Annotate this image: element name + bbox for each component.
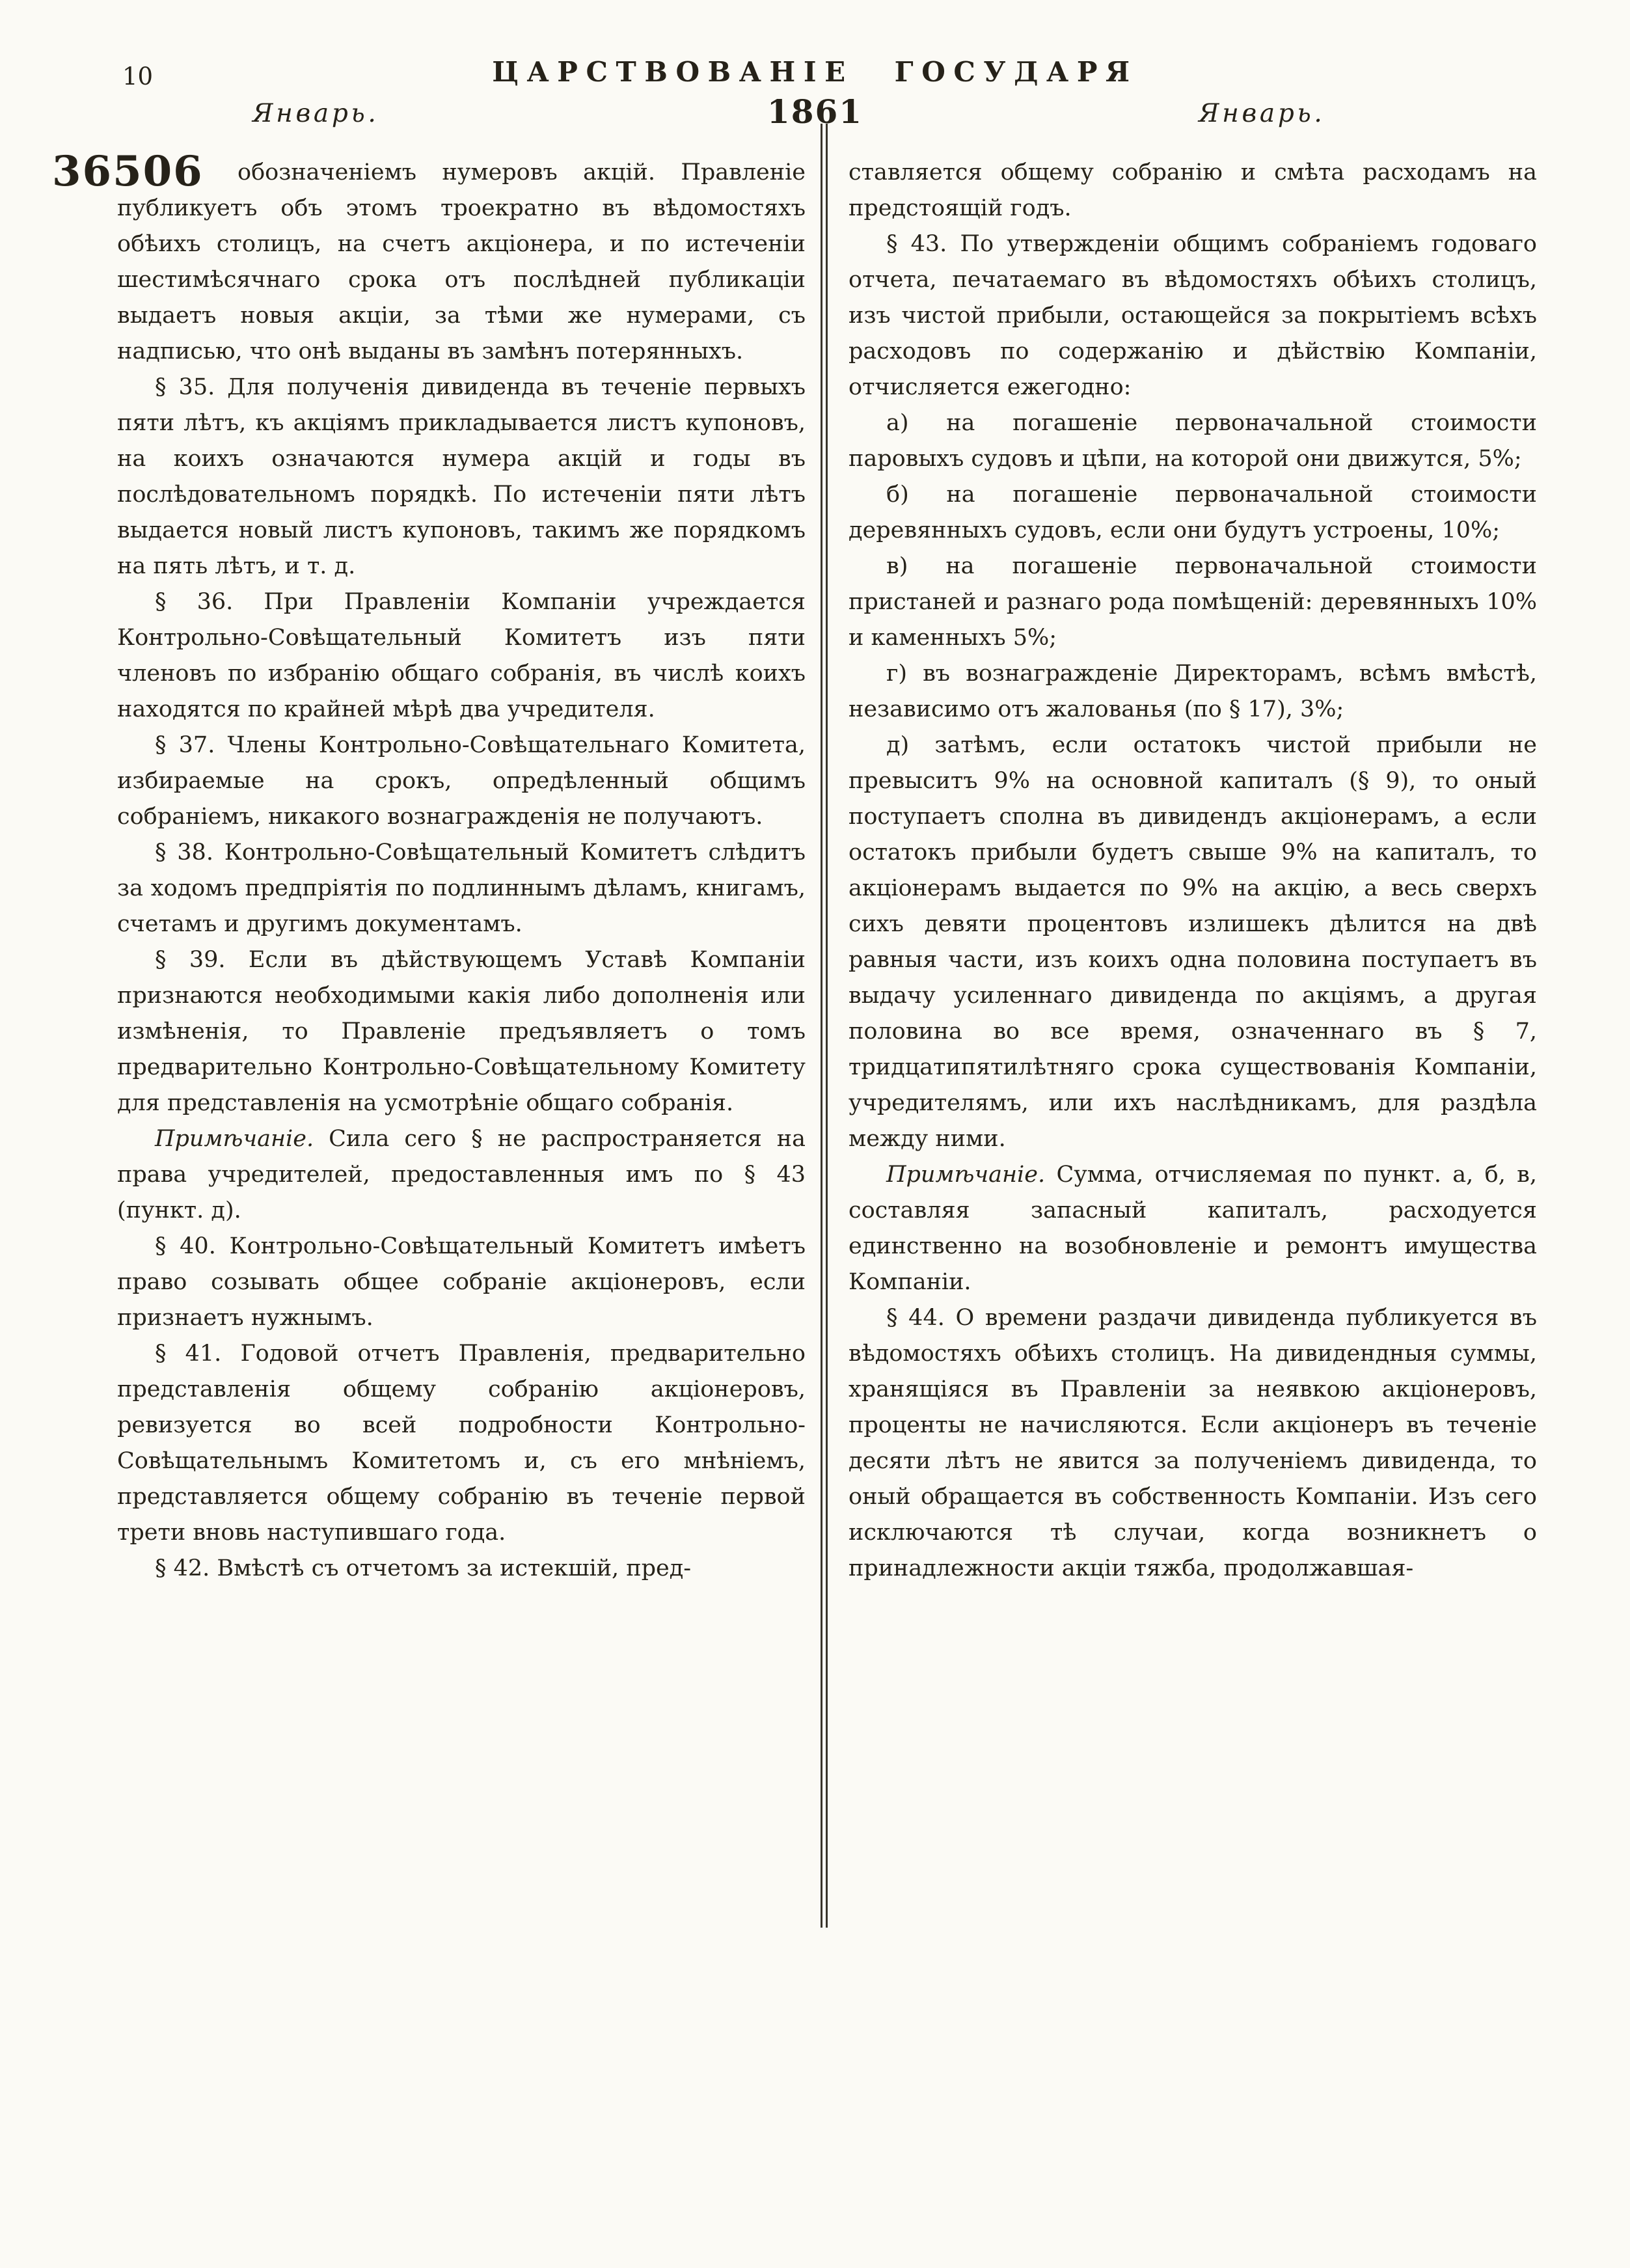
body-paragraph: д) затѣмъ, если остатокъ чистой прибыли не превыситъ 9% на основной капиталъ (§ 9), то оный поступаетъ сполна въ дивидендъ акціонерамъ, а если остатокъ прибыли будетъ свыше 9% на капиталъ, то акціонерамъ выдается по 9% на акцію, а весь сверхъ сихъ девяти процентовъ излишекъ дѣлится на двѣ равныя части, изъ коихъ одна половина поступаетъ въ выдачу усиленнаго дивиденда по акціямъ, а другая половина во все время, означеннаго въ § 7, тридцатипятилѣтняго срока существованія Компаніи, учредителямъ, или ихъ наслѣдникамъ, для раздѣла между ними. bbox=[849, 732, 1537, 1152]
body-paragraph: а) на погашеніе первоначальной стоимости паровыхъ судовъ и цѣпи, на которой они движутся, 5%; bbox=[849, 410, 1537, 472]
body-paragraph: § 40. Контрольно-Совѣщательный Комитетъ имѣетъ право созывать общее собраніе акціонеровъ, если признаетъ нужнымъ. bbox=[117, 1233, 806, 1331]
left-column bbox=[117, 155, 806, 1587]
body-paragraph: § 41. Годовой отчетъ Правленія, предварительно представленія общему собранію акціонеровъ, ревизуется во всей подробности Контрольно-Совѣщательнымъ Комитетомъ и, съ его мнѣніемъ, представляется общему собранію въ теченіе первой трети вновь наступившаго года. bbox=[117, 1341, 806, 1546]
running-title: ЦАРСТВОВАНІЕ ГОСУДАРЯ bbox=[492, 56, 1138, 88]
body-paragraph: § 35. Для полученія дивиденда въ теченіе первыхъ пяти лѣтъ, къ акціямъ прикладывается листъ купоновъ, на коихъ означаются нумера акцій и годы въ послѣдовательномъ порядкѣ. По истеченіи пяти лѣтъ выдается новый листъ купоновъ, такимъ же порядкомъ на пять лѣтъ, и т. д. bbox=[117, 374, 806, 579]
body-paragraph: в) на погашеніе первоначальной стоимости пристаней и разнаго рода помѣщеній: деревянныхъ 10% и каменныхъ 5%; bbox=[849, 553, 1537, 651]
body-paragraph: § 44. О времени раздачи дивиденда публикуется въ вѣдомостяхъ обѣихъ столицъ. На дивидендныя суммы, хранящіяся въ Правленіи за неявкою акціонеровъ, проценты не начисляются. Если акціонеръ въ теченіе десяти лѣтъ не явится за полученіемъ дивиденда, то оный обращается въ собственность Компаніи. Изъ сего исключаются тѣ случаи, когда возникнетъ о принадлежности акціи тяжба, продолжавшая- bbox=[849, 1305, 1537, 1581]
note-lead-word: Примѣчаніе. bbox=[155, 1126, 329, 1152]
body-paragraph: ставляется общему собранію и смѣта расходамъ на предстоящій годъ. bbox=[849, 159, 1537, 221]
body-paragraph: § 36. При Правленіи Компаніи учреждается Контрольно-Совѣщательный Комитетъ изъ пяти членовъ по избранію общаго собранія, въ числѣ коихъ находятся по крайней мѣрѣ два учредителя. bbox=[117, 589, 806, 722]
note-paragraph: Примѣчаніе. Сила сего § не распространяется на права учредителей, предоставленныя имъ по § 43 (пункт. д). bbox=[117, 1126, 806, 1223]
body-paragraph: обозначеніемъ нумеровъ акцій. Правленіе публикуетъ объ этомъ троекратно въ вѣдомостяхъ обѣихъ столицъ, на счетъ акціонера, и по истеченіи шестимѣсячнаго срока отъ послѣдней публикаціи выдаетъ новыя акціи, за тѣми же нумерами, съ надписью, что онѣ выданы въ замѣнъ потерянныхъ. bbox=[117, 159, 806, 364]
year-label: 1861 bbox=[767, 92, 863, 131]
act-number: 36506 bbox=[52, 147, 204, 196]
body-paragraph: § 37. Члены Контрольно-Совѣщательнаго Комитета, избираемые на срокъ, опредѣленный общимъ собраніемъ, никакого вознагражденія не получаютъ. bbox=[117, 732, 806, 830]
body-paragraph: § 42. Вмѣстѣ съ отчетомъ за истекшій, пред- bbox=[155, 1555, 692, 1581]
right-column bbox=[849, 155, 1537, 1587]
text-columns bbox=[117, 155, 1537, 1587]
page-number: 10 bbox=[122, 62, 154, 90]
body-paragraph: § 39. Если въ дѣйствующемъ Уставѣ Компаніи признаются необходимыми какія либо дополненія или измѣненія, то Правленіе предъявляетъ о томъ предварительно Контрольно-Совѣщательному Комитету для представленія на усмотрѣніе общаго собранія. bbox=[117, 947, 806, 1116]
body-paragraph: г) въ вознагражденіе Директорамъ, всѣмъ вмѣстѣ, независимо отъ жалованья (по § 17), 3%; bbox=[849, 661, 1537, 722]
month-label-left: Январь. bbox=[252, 99, 379, 128]
note-lead-word: Примѣчаніе. bbox=[886, 1162, 1057, 1188]
note-paragraph: Примѣчаніе. Сумма, отчисляемая по пункт. а, б, в, составляя запасный капиталъ, расходуется единственно на возобновленіе и ремонтъ имущества Компаніи. bbox=[849, 1162, 1537, 1295]
body-paragraph: § 43. По утвержденіи общимъ собраніемъ годоваго отчета, печатаемаго въ вѣдомостяхъ обѣихъ столицъ, изъ чистой прибыли, остающейся за покрытіемъ всѣхъ расходовъ по содержанію и дѣйствію Компаніи, отчисляется ежегодно: bbox=[849, 231, 1537, 400]
body-paragraph: § 38. Контрольно-Совѣщательный Комитетъ слѣдитъ за ходомъ предпріятія по подлиннымъ дѣламъ, книгамъ, счетамъ и другимъ документамъ. bbox=[117, 840, 806, 937]
month-label-right: Январь. bbox=[1199, 99, 1325, 128]
body-paragraph: б) на погашеніе первоначальной стоимости деревянныхъ судовъ, если они будутъ устроены, 10%; bbox=[849, 482, 1537, 543]
